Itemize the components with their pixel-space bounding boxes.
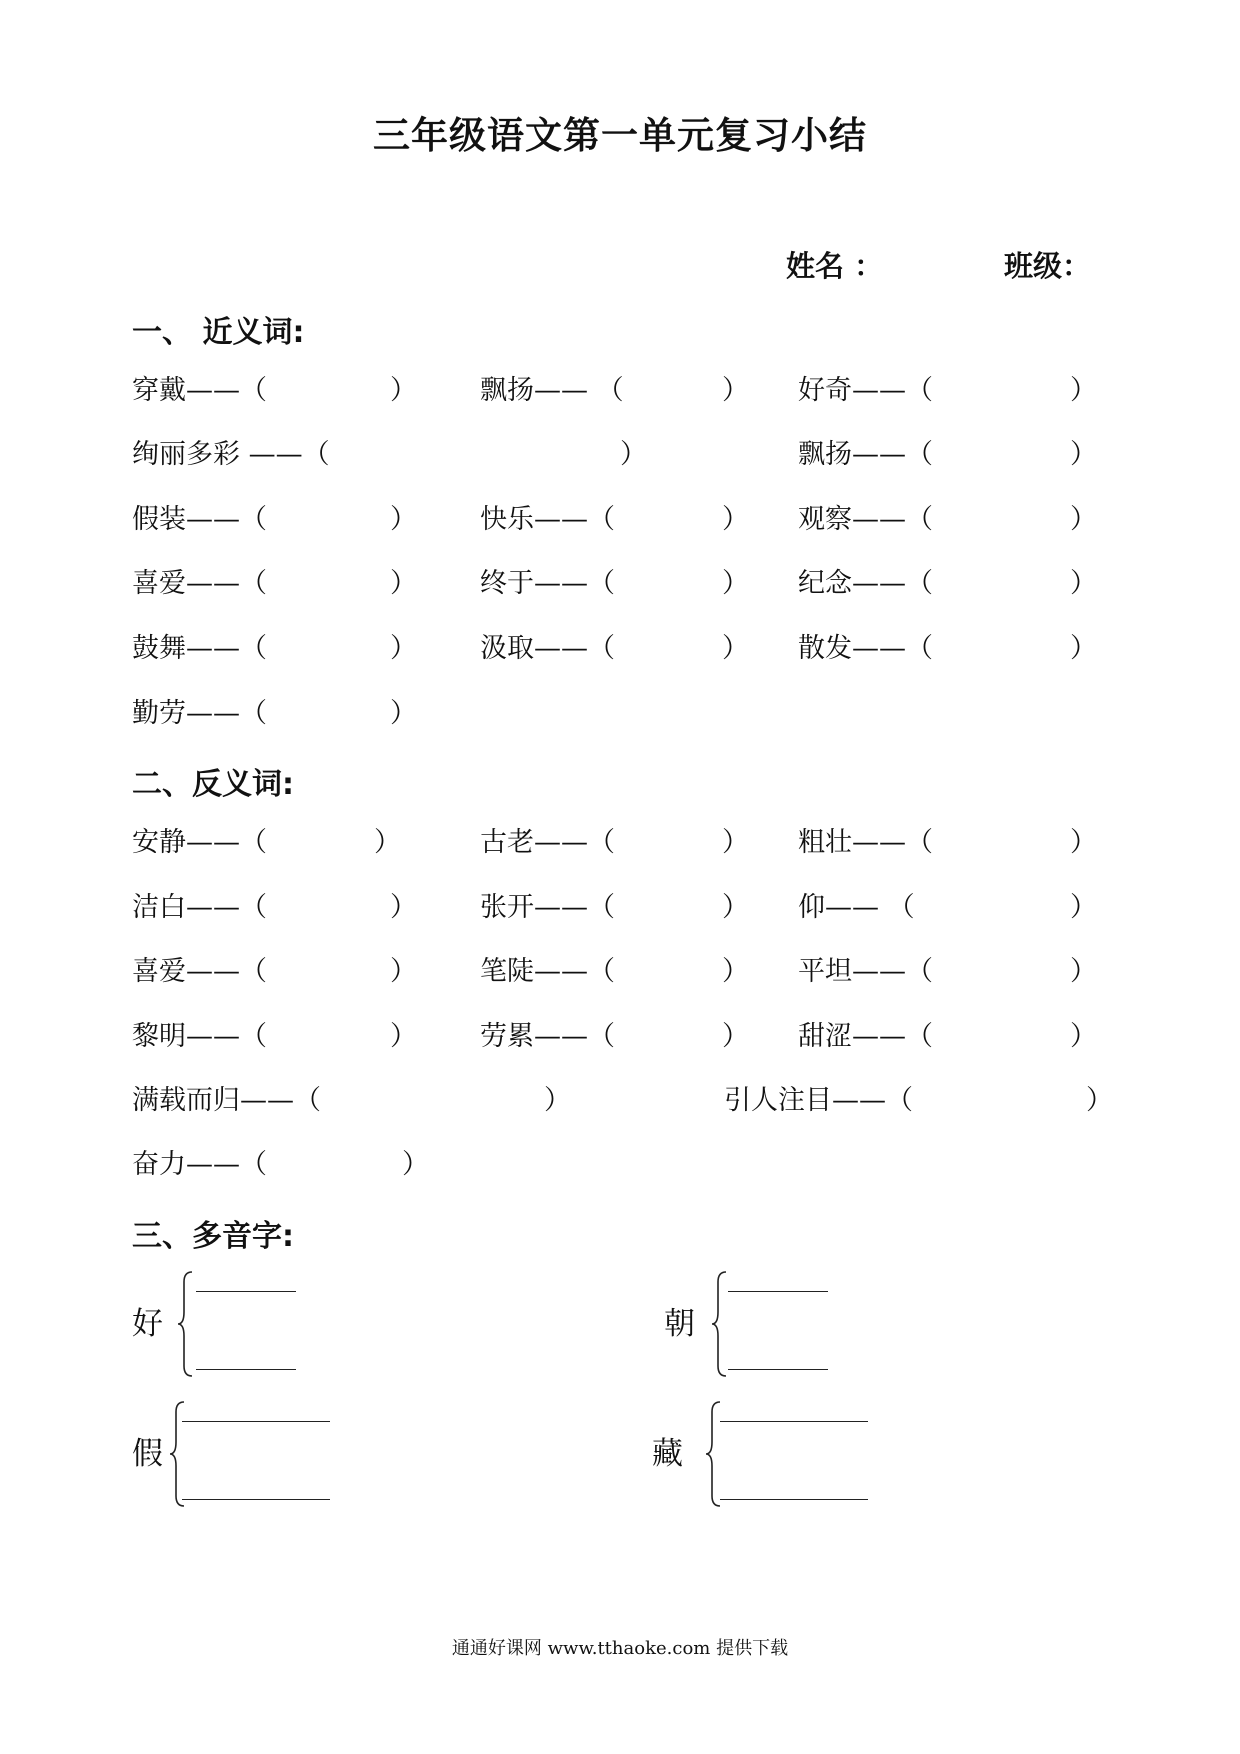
synonym-row [0, 502, 1240, 542]
answer-blank[interactable] [196, 1291, 296, 1292]
answer-blank[interactable] [182, 1421, 330, 1422]
close-paren: ） [390, 698, 417, 729]
synonym-item: 假装——（ [132, 504, 267, 535]
antonym-item: 奋力——（ [132, 1149, 267, 1180]
close-paren: ） [620, 439, 647, 470]
close-paren: ） [390, 1021, 417, 1052]
close-paren: ） [544, 1085, 571, 1116]
antonyms-heading: 二、反义词: [132, 767, 294, 802]
antonym-item: 仰—— （ [798, 892, 915, 923]
antonym-row [0, 1019, 1240, 1059]
close-paren: ） [390, 504, 417, 535]
antonym-row [0, 825, 1240, 865]
synonym-row [0, 437, 1240, 477]
synonym-item: 快乐——（ [480, 504, 615, 535]
answer-blank[interactable] [728, 1291, 828, 1292]
answer-blank[interactable] [728, 1369, 828, 1370]
close-paren: ） [1070, 633, 1097, 664]
close-paren: ） [390, 956, 417, 987]
antonym-item: 粗壮——（ [798, 827, 933, 858]
close-paren: ） [722, 892, 749, 923]
antonym-item: 喜爱——（ [132, 956, 267, 987]
antonym-row [0, 1147, 1240, 1187]
close-paren: ） [374, 827, 401, 858]
polyphones-heading: 三、多音字: [132, 1219, 294, 1254]
antonym-item: 平坦——（ [798, 956, 933, 987]
close-paren: ） [722, 504, 749, 535]
polyphone-char: 藏 [652, 1436, 683, 1472]
close-paren: ） [390, 633, 417, 664]
synonym-item: 散发——（ [798, 633, 933, 664]
answer-blank[interactable] [720, 1421, 868, 1422]
answer-blank[interactable] [196, 1369, 296, 1370]
antonym-item: 安静——（ [132, 827, 267, 858]
synonym-item: 飘扬——（ [798, 439, 933, 470]
antonym-item: 黎明——（ [132, 1021, 267, 1052]
close-paren: ） [722, 1021, 749, 1052]
synonym-row [0, 631, 1240, 671]
synonym-item: 飘扬—— （ [480, 375, 624, 406]
close-paren: ） [722, 633, 749, 664]
synonym-item: 鼓舞——（ [132, 633, 267, 664]
synonyms-heading: 一、 近义词: [132, 315, 305, 350]
antonym-item: 古老——（ [480, 827, 615, 858]
close-paren: ） [1086, 1085, 1113, 1116]
footer-source: 通通好课网 www.tthaoke.com 提供下载 [451, 1638, 789, 1659]
page-title: 三年级语文第一单元复习小结 [373, 114, 867, 157]
synonym-item: 好奇——（ [798, 375, 933, 406]
antonym-item: 引人注目——（ [724, 1085, 913, 1116]
close-paren: ） [1070, 439, 1097, 470]
close-paren: ） [1070, 568, 1097, 599]
synonym-item: 绚丽多彩 ——（ [132, 439, 330, 470]
antonym-item: 洁白——（ [132, 892, 267, 923]
synonym-item: 穿戴——（ [132, 375, 267, 406]
synonym-item: 勤劳——（ [132, 698, 267, 729]
antonym-item: 满载而归——（ [132, 1085, 321, 1116]
antonym-item: 劳累——（ [480, 1021, 615, 1052]
close-paren: ） [390, 892, 417, 923]
close-paren: ） [1070, 1021, 1097, 1052]
synonym-item: 终于——（ [480, 568, 615, 599]
brace-icon [706, 1398, 866, 1510]
brace-icon [712, 1268, 832, 1380]
close-paren: ） [1070, 375, 1097, 406]
close-paren: ） [722, 956, 749, 987]
polyphone-char: 假 [132, 1436, 163, 1472]
close-paren: ） [390, 375, 417, 406]
brace-icon [178, 1268, 298, 1380]
answer-blank[interactable] [720, 1499, 868, 1500]
synonym-row [0, 373, 1240, 413]
antonym-item: 张开——（ [480, 892, 615, 923]
name-label: 姓名 ： [786, 249, 884, 283]
close-paren: ） [402, 1149, 429, 1180]
brace-icon [170, 1398, 330, 1510]
antonym-item: 笔陡——（ [480, 956, 615, 987]
polyphone-char: 朝 [664, 1306, 695, 1342]
close-paren: ） [722, 375, 749, 406]
answer-blank[interactable] [182, 1499, 330, 1500]
antonym-item: 甜涩——（ [798, 1021, 933, 1052]
synonym-row [0, 696, 1240, 736]
synonym-row [0, 566, 1240, 606]
antonym-row [0, 954, 1240, 994]
synonym-item: 喜爱——（ [132, 568, 267, 599]
polyphone-char: 好 [132, 1306, 163, 1342]
synonym-item: 观察——（ [798, 504, 933, 535]
close-paren: ） [1070, 956, 1097, 987]
synonym-item: 汲取——（ [480, 633, 615, 664]
close-paren: ） [1070, 504, 1097, 535]
close-paren: ） [722, 568, 749, 599]
close-paren: ） [1070, 827, 1097, 858]
synonym-item: 纪念——（ [798, 568, 933, 599]
close-paren: ） [1070, 892, 1097, 923]
class-label: 班级： [1004, 249, 1092, 283]
close-paren: ） [722, 827, 749, 858]
antonym-row [0, 1083, 1240, 1123]
antonym-row [0, 890, 1240, 930]
close-paren: ） [390, 568, 417, 599]
